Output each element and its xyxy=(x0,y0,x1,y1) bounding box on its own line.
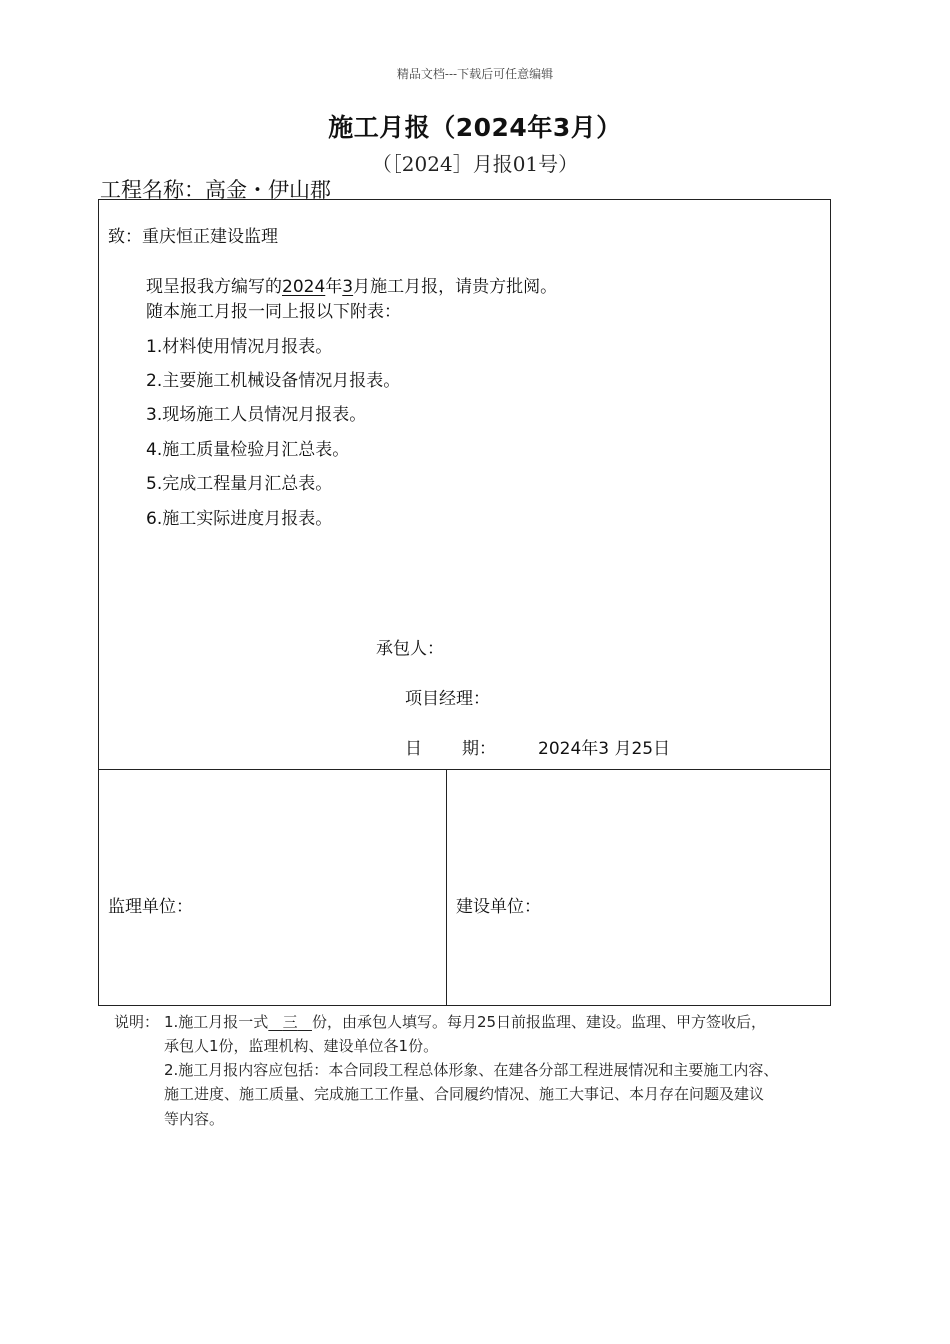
addressee: 致：重庆恒正建设监理 xyxy=(108,227,278,247)
note-1-line-1 xyxy=(164,1011,766,1032)
attachments-intro: 随本施工月报一同上报以下附表： xyxy=(146,302,401,322)
note-1-line-2: 承包人1份，监理机构、建设单位各1份。 xyxy=(164,1037,439,1055)
report-date: 2024年3 月25日 xyxy=(538,739,671,759)
date-label-part2: 期： xyxy=(462,739,496,759)
attachment-item: 4.施工质量检验月汇总表。 xyxy=(146,440,350,460)
report-number: （［2024］月报01号） xyxy=(371,152,579,176)
attachment-item: 5.完成工程量月汇总表。 xyxy=(146,474,333,494)
owner-unit-label: 建设单位： xyxy=(456,897,541,917)
notes-label: 说明： xyxy=(114,1013,160,1031)
note-1-suffix: 份，由承包人填写。每月25日前报监理、建设。监理、甲方签收后， xyxy=(311,1013,767,1031)
attachment-item: 1.材料使用情况月报表。 xyxy=(146,337,333,357)
note-2-line-1: 2.施工月报内容应包括：本合同段工程总体形象、在建各分部工程进展情况和主要施工内容、 xyxy=(164,1061,779,1079)
contractor-label: 承包人： xyxy=(376,639,444,659)
report-month: 3 xyxy=(342,277,354,297)
project-label: 工程名称： xyxy=(100,178,205,202)
supervision-unit-label: 监理单位： xyxy=(108,897,193,917)
copy-count xyxy=(268,1013,312,1031)
date-label-part1: 日 xyxy=(405,739,422,759)
intro-line xyxy=(146,272,557,297)
attachment-item: 3.现场施工人员情况月报表。 xyxy=(146,405,367,425)
note-1-prefix: 1.施工月报一式 xyxy=(164,1013,269,1031)
form-divider-horizontal xyxy=(98,769,831,770)
report-year: 2024 xyxy=(282,277,326,297)
intro-suffix: 月施工月报，请贵方批阅。 xyxy=(353,277,558,297)
attachment-item: 2.主要施工机械设备情况月报表。 xyxy=(146,371,401,391)
copy-count-value: 三 xyxy=(282,1013,298,1031)
form-divider-vertical xyxy=(446,769,447,1006)
page-title: 施工月报（2024年3月） xyxy=(328,113,622,142)
project-name: 高金・伊山郡 xyxy=(205,178,331,202)
year-unit: 年 xyxy=(325,277,343,297)
attachment-item: 6.施工实际进度月报表。 xyxy=(146,509,333,529)
note-2-line-2: 施工进度、施工质量、完成施工工作量、合同履约情况、施工大事记、本月存在问题及建议 xyxy=(164,1085,765,1103)
intro-prefix: 现呈报我方编写的 xyxy=(146,277,282,297)
note-2-line-3: 等内容。 xyxy=(164,1110,225,1128)
project-manager-label: 项目经理： xyxy=(405,689,490,709)
watermark-text: 精品文档---下载后可任意编辑 xyxy=(396,67,554,81)
